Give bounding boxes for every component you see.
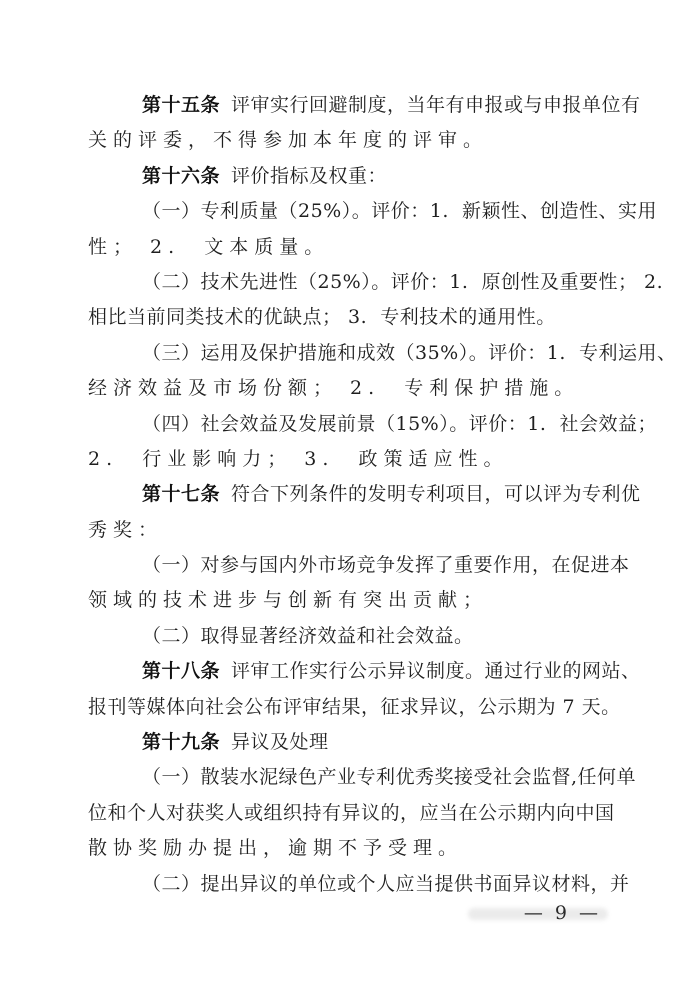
text-line [88,336,677,371]
line-text: 性； 2. 文本质量。 [88,235,330,258]
page-number: — 9 — [523,902,601,924]
line-text: 异议及处理 [231,731,329,754]
article-heading-line [88,159,612,194]
document-body [88,88,677,902]
line-text: 评审工作实行公示异议制度。通过行业的网站、 [231,660,641,683]
line-text: 关的评委，不得参加本年度的评审。 [88,129,489,152]
line-text: （一）专利质量（25%）。评价：1. 新颖性、创造性、实用 [142,200,657,223]
article-heading-line [88,725,612,760]
line-text: 领域的技术进步与创新有突出贡献； [88,589,489,612]
line-text: （二）技术先进性（25%）。评价：1. 原创性及重要性； 2. [142,270,664,293]
text-line [88,583,612,618]
line-text: 秀奖： [88,518,164,541]
line-text: 经济效益及市场份额； 2. 专利保护措施。 [88,377,580,400]
line-text: （二）取得显著经济效益和社会效益。 [142,624,474,647]
text-line [88,619,612,654]
article-number: 第十八条 [142,660,221,683]
text-line [88,867,630,902]
line-text: （四）社会效益及发展前景（15%）。评价：1. 社会效益； [142,412,657,435]
text-line [88,230,612,265]
text-line [88,831,612,866]
line-text: （二）提出异议的单位或个人应当提供书面异议材料，并 [142,872,630,895]
text-line [88,760,637,795]
article-heading-line [88,88,641,123]
article-number: 第十六条 [142,164,221,187]
article-heading-line [88,477,641,512]
text-line [88,442,612,477]
line-text: 相比当前同类技术的优缺点； 3. 专利技术的通用性。 [88,306,556,329]
text-line [88,690,621,725]
text-line [88,513,612,548]
line-text: （三）运用及保护措施和成效（35%）。评价：1. 专利运用、 [142,341,677,364]
line-text: 位和个人对获奖人或组织持有异议的，应当在公示期内向中国 [88,801,615,824]
line-text: （一）散装水泥绿色产业专利优秀奖接受社会监督,任何单 [142,766,637,789]
text-line [88,265,664,300]
line-text: 评审实行回避制度，当年有申报或与申报单位有 [231,94,641,116]
text-line [88,548,630,583]
line-text: 符合下列条件的发明专利项目，可以评为专利优 [231,483,641,506]
article-number: 第十九条 [142,731,221,754]
text-line [88,407,657,442]
text-line [88,371,612,406]
article-number: 第十七条 [142,483,221,506]
line-text: （一）对参与国内外市场竞争发挥了重要作用，在促进本 [142,554,630,577]
line-text: 散协奖励办提出，逾期不予受理。 [88,837,464,860]
text-line [88,123,612,158]
line-text: 2. 行业影响力； 3. 政策适应性。 [88,447,509,470]
text-line [88,194,657,229]
line-text: 评价指标及权重： [231,164,388,187]
text-line [88,796,615,831]
line-text: 报刊等媒体向社会公布评审结果，征求异议，公示期为 7 天。 [88,695,621,718]
article-number: 第十五条 [142,94,221,116]
text-line [88,300,612,335]
article-heading-line [88,654,641,689]
